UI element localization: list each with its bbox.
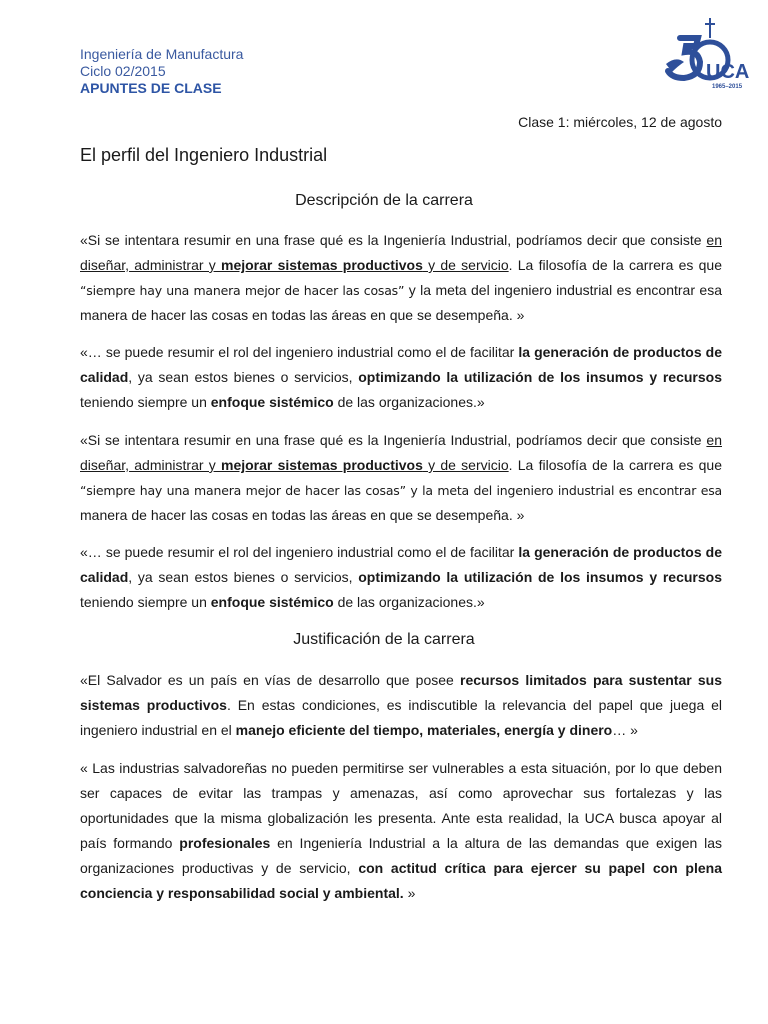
text-run: «… se puede resumir el rol del ingeniero industrial como el de facilitar (80, 344, 519, 360)
text-run: mejorar sistemas productivos (221, 257, 423, 273)
uca-logo (650, 16, 750, 96)
text-run: profesionales (179, 835, 271, 851)
text-run: y de servicio (422, 257, 509, 273)
paragraph-6 (80, 756, 722, 906)
paragraph-2 (80, 340, 722, 415)
text-run: « Las industrias salvadoreñas no pueden permitirse ser vulnerables a esta situación, por lo que deben ser capaces de evitar las trampas y amenazas, así como aprovechar sus fortalezas y las oportunidades que la misma globalización les presenta. Ante esta realidad, la UCA busca apoyar al país formando (80, 760, 722, 851)
cycle-label: Ciclo 02/2015 (80, 63, 166, 79)
text-run: en diseñar, administrar y (80, 232, 722, 273)
text-run: “siempre hay una manera mejor de hacer las cosas” (80, 283, 405, 298)
text-run: . La filosofía de la carrera es que (508, 457, 722, 473)
text-run: optimizando la utilización de los insumos y recursos (358, 369, 722, 385)
text-run: con actitud crítica para ejercer su papel con plena conciencia y responsabilidad social y ambiental. (80, 860, 722, 901)
paragraph-3 (80, 428, 722, 528)
text-run: recursos limitados para sustentar sus sistemas productivos (80, 672, 722, 713)
text-run: manera de hacer las cosas en todas las áreas en que se desempeña. » (80, 507, 525, 523)
text-run: … » (612, 722, 638, 738)
paragraph-5 (80, 668, 722, 743)
text-run: mejorar sistemas productivos (221, 457, 423, 473)
text-run: de las organizaciones.» (333, 594, 485, 610)
text-run: en diseñar, administrar y (80, 432, 722, 473)
text-run: enfoque sistémico (210, 594, 334, 610)
text-run: optimizando la utilización de los insumos y recursos (358, 569, 722, 585)
text-run: . La filosofía de la carrera es que (508, 257, 722, 273)
notes-label: APUNTES DE CLASE (80, 80, 222, 96)
text-run: «Si se intentara resumir en una frase qué es la Ingeniería Industrial, podríamos decir que consiste (80, 232, 707, 248)
paragraph-4 (80, 540, 722, 615)
text-run: teniendo siempre un (80, 394, 211, 410)
paragraph-1 (80, 228, 722, 328)
text-run: , ya sean estos bienes o servicios, (128, 369, 359, 385)
course-name: Ingeniería de Manufactura (80, 46, 244, 62)
text-run: , ya sean estos bienes o servicios, (128, 569, 359, 585)
text-run: y la meta del ingeniero industrial es encontrar esa manera de hacer las cosas en todas las áreas en que se desempeña. » (80, 282, 723, 323)
text-run: manejo eficiente del tiempo, materiales, energía y dinero (235, 722, 613, 738)
text-run: teniendo siempre un (80, 594, 211, 610)
text-run: . En estas condiciones, es indiscutible la relevancia del papel que juega el ingeniero industrial en el (80, 697, 723, 738)
text-run: » (403, 885, 416, 901)
text-run: «El Salvador es un país en vías de desarrollo que posee (80, 672, 460, 688)
document-title: El perfil del Ingeniero Industrial (80, 145, 328, 165)
logo-years: 1965–2015 (712, 84, 743, 90)
text-run: y de servicio (422, 457, 509, 473)
section-heading-description: Descripción de la carrera (295, 192, 473, 209)
text-run: en Ingeniería Industrial a la altura de las demandas que exigen las organizaciones productivas y de servicio, (80, 835, 722, 876)
text-run: la generación de productos de calidad (80, 544, 722, 585)
text-run: la generación de productos de calidad (80, 344, 722, 385)
text-run: “siempre hay una manera mejor de hacer las cosas” y la meta del ingeniero industrial es encontrar esa (80, 483, 722, 498)
logo-text: UCA (706, 61, 750, 83)
document-header (80, 46, 243, 97)
section-heading-justification: Justificación de la carrera (293, 631, 475, 648)
text-run: «Si se intentara resumir en una frase qué es la Ingeniería Industrial, podríamos decir que consiste (80, 432, 707, 448)
text-run: de las organizaciones.» (333, 394, 485, 410)
text-run: enfoque sistémico (210, 394, 334, 410)
class-date: Clase 1: miércoles, 12 de agosto (518, 114, 722, 130)
text-run: «… se puede resumir el rol del ingeniero industrial como el de facilitar (80, 544, 519, 560)
